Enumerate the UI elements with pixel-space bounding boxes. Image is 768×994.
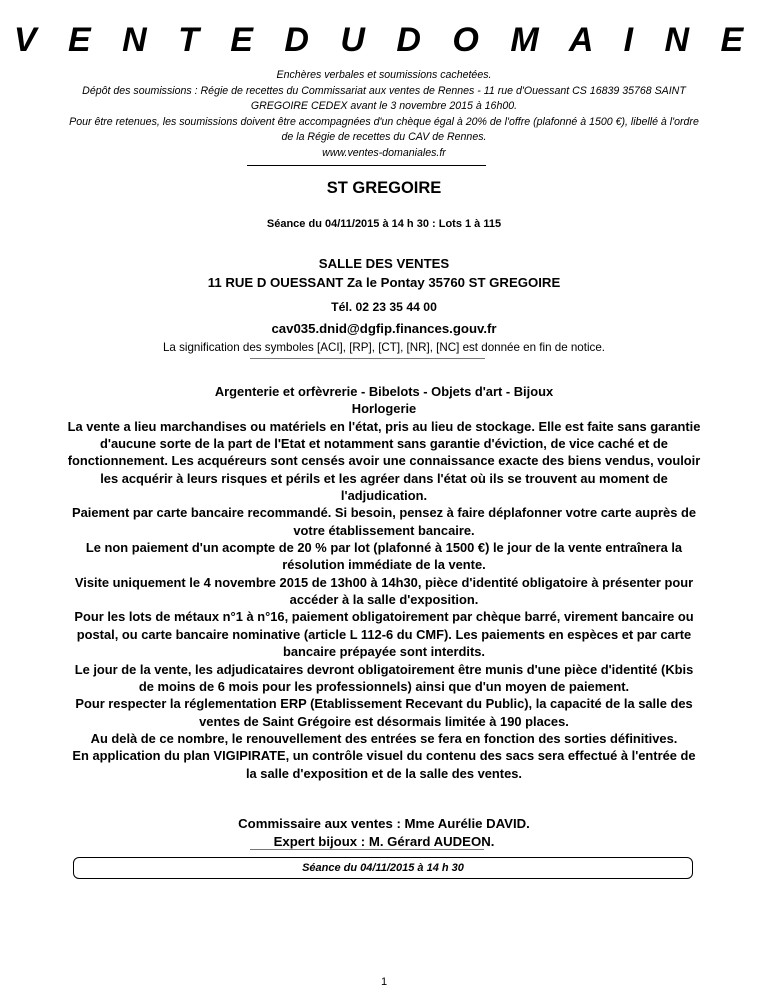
condition-line: fonctionnement. Les acquéreurs sont censés avoir une connaissance exacte des biens vendus, vouloir xyxy=(67,453,701,469)
condition-line: bancaire prépayée sont interdits. xyxy=(282,644,486,660)
condition-line: En application du plan VIGIPIRATE, un contrôle visuel du contenu des sacs sera effectué à l'entrée de xyxy=(72,748,696,764)
condition-line: d'aucune sorte de la part de l'Etat et notamment sans garantie d'éviction, de vice caché et de xyxy=(100,436,668,452)
divider xyxy=(250,358,485,359)
condition-line: la salle d'exposition et de la salle des ventes. xyxy=(245,765,523,781)
condition-line: La vente a lieu marchandises ou matériels en l'état, pris au lieu de stockage. Elle est faite sans garantie xyxy=(67,418,701,434)
condition-line: Paiement par carte bancaire recommandé. Si besoin, pensez à faire déplafonner votre carte auprès de xyxy=(71,505,696,521)
intro-line: Dépôt des soumissions : Régie de recettes du Commissariat aux ventes de Rennes - 11 rue d'Ouessant CS 16839 35768 SAINT xyxy=(82,84,686,97)
intro-line: Enchères verbales et soumissions cachetées. xyxy=(276,69,492,81)
divider xyxy=(250,849,484,850)
condition-line: votre établissement bancaire. xyxy=(293,522,475,538)
page-number: 1 xyxy=(380,976,388,988)
condition-line: Le non paiement d'un acompte de 20 % par lot (plafonné à 1500 €) le jour de la vente entraînera la xyxy=(85,540,683,556)
condition-line: Le jour de la vente, les adjudicataires devront obligatoirement être munis d'une pièce d'identité (Kbis xyxy=(74,661,694,677)
condition-line: Argenterie et orfèvrerie - Bibelots - Objets d'art - Bijoux xyxy=(214,384,554,399)
venue-email: cav035.dnid@dgfip.finances.gouv.fr xyxy=(271,321,497,336)
session-box-label: Séance du 04/11/2015 à 14 h 30 xyxy=(302,862,464,874)
condition-line: de moins de 6 mois pour les professionnels) ainsi que d'un moyen de paiement. xyxy=(138,678,630,694)
intro-line: Pour être retenues, les soumissions doivent être accompagnées d'un chèque égal à 20% de l'offre (plafonné à 1500 €), libellé à l'ordre xyxy=(69,115,699,128)
condition-line: Au delà de ce nombre, le renouvellement des entrées se fera en fonction des sorties définitives. xyxy=(90,730,678,746)
condition-line: Horlogerie xyxy=(351,401,417,417)
sale-conditions xyxy=(14,383,754,782)
expert-text: Expert bijoux : M. Gérard AUDEON. xyxy=(273,834,495,849)
condition-line: postal, ou carte bancaire nominative (article L 112-6 du CMF). Les paiements en espèces et par carte xyxy=(76,626,692,642)
venue-address: 11 RUE D OUESSANT Za le Pontay 35760 ST GREGOIRE xyxy=(207,275,561,290)
condition-line: ventes de Saint Grégoire est désormais limitée à 190 places. xyxy=(199,713,569,729)
condition-line: résolution immédiate de la vente. xyxy=(282,557,486,573)
session-box xyxy=(73,857,693,879)
condition-line: les acquérir à leurs risques et périls et les agréer dans l'état où ils se trouvent au moment de xyxy=(100,470,668,486)
condition-line: Pour les lots de métaux n°1 à n°16, paiement obligatoirement par chèque barré, virement bancaire ou xyxy=(74,609,694,625)
venue-phone: Tél. 02 23 35 44 00 xyxy=(331,300,437,314)
condition-line: accéder à la salle d'exposition. xyxy=(289,592,479,608)
divider xyxy=(247,165,486,166)
document-title: V E N T E D U D O M A I N E xyxy=(13,21,755,59)
staff-block xyxy=(0,815,768,851)
intro-line: de la Régie de recettes du CAV de Rennes. xyxy=(281,131,487,143)
city-heading: ST GREGOIRE xyxy=(326,179,442,197)
venue-name: SALLE DES VENTES xyxy=(318,256,450,271)
intro-line: GREGOIRE CEDEX avant le 3 novembre 2015 à 16h00. xyxy=(250,100,518,112)
condition-line: Pour respecter la réglementation ERP (Etablissement Recevant du Public), la capacité de la salle des xyxy=(75,696,693,712)
intro-block xyxy=(10,68,758,161)
symbols-note: La signification des symboles [ACI], [RP], [CT], [NR], [NC] est donnée en fin de notice. xyxy=(162,341,606,354)
condition-line: l'adjudication. xyxy=(340,488,428,504)
website-text: www.ventes-domaniales.fr xyxy=(322,146,446,159)
condition-line: Visite uniquement le 4 novembre 2015 de 13h00 à 14h30, pièce d'identité obligatoire à présenter pour xyxy=(74,574,694,590)
session-info: Séance du 04/11/2015 à 14 h 30 : Lots 1 à 115 xyxy=(266,218,502,230)
commissaire-text: Commissaire aux ventes : Mme Aurélie DAVID. xyxy=(238,816,530,831)
